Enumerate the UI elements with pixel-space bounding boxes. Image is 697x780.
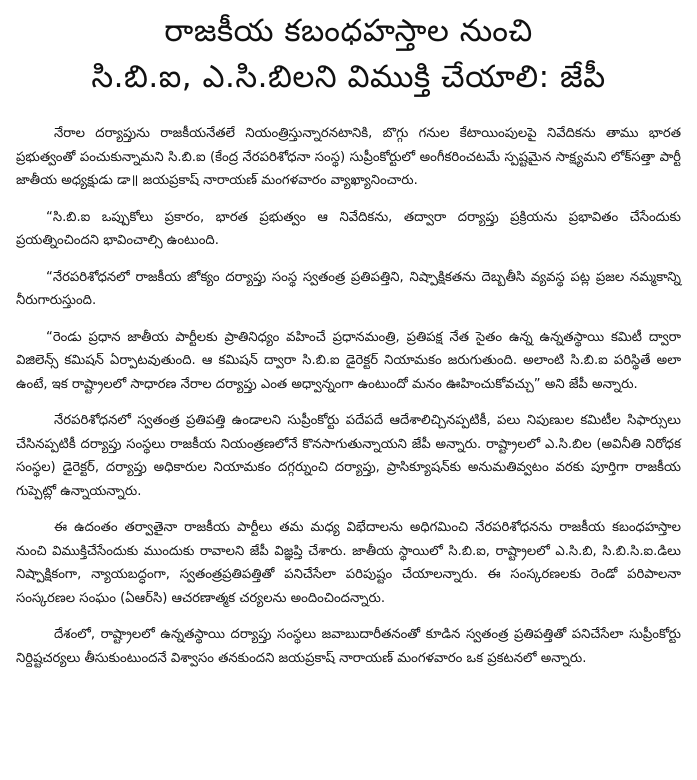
headline-line-1: రాజకీయ కబంధహస్తాల నుంచి: [164, 13, 533, 49]
article-body: [16, 122, 681, 670]
article-headline: [16, 8, 681, 100]
headline-line-2: సి.బి.ఐ, ఎ.సి.బిలని విముక్తి చేయాలి: జేపీ: [91, 59, 606, 95]
article-paragraph-2: “సి.బి.ఐ ఒప్పుకోలు ప్రకారం, భారత ప్రభుత్వం ఆ నివేదికను, తద్వారా దర్యాప్తు ప్రక్రియను ప్రభావితం చేసేందుకు ప్రయత్నించిందని భావించాల్సి ఉంటుంది.: [16, 209, 681, 248]
article-paragraph-4: “రెండు ప్రధాన జాతీయ పార్టీలకు ప్రాతినిధ్యం వహించే ప్రధానమంత్రి, ప్రతిపక్ష నేత సైతం ఉన్న ఉన్నతస్థాయి కమిటీ ద్వారా విజిలెన్స్ కమిషన్ ఏర్పాటవుతుంది. ఆ కమిషన్ ద్వారా సి.బి.ఐ డైరెక్టర్ నియామకం జరుగుతుంది. అలాంటి సి.బి.ఐ పరిస్థితే అలా ఉంటే, ఇక రాష్ట్రాలలో సాధారణ నేరాల దర్యాప్తు ఎంత అధ్వాన్నంగా ఉంటుందో మనం ఊహించుకోవచ్చు” అని జేపీ అన్నారు.: [16, 329, 681, 392]
article-paragraph-1: నేరాల దర్యాప్తును రాజకీయనేతలే నియంత్రిస్తున్నారనటానికి, బొగ్గు గనుల కేటాయింపులపై నివేదికను తాము భారత ప్రభుత్వంతో పంచుకున్నామని సి.బి.ఐ (కేంద్ర నేరపరిశోధనా సంస్థ) సుప్రీంకోర్టులో అంగీకరించటమే స్పష్టమైన సాక్ష్యమని లోక్‌సత్తా పార్టీ జాతీయ అధ్యక్షుడు డా॥ జయప్రకాష్ నారాయణ్ మంగళవారం వ్యాఖ్యానించారు.: [16, 126, 681, 188]
article-paragraph-5: నేరపరిశోధనలో స్వతంత్ర ప్రతిపత్తి ఉండాలని సుప్రీంకోర్టు పదేపదే ఆదేశాలిచ్చినప్పటికీ, పలు నిపుణుల కమిటీల సిఫార్సులు చేసినప్పటికీ దర్యాప్తు సంస్థలు రాజకీయ నియంత్రణలోనే కొనసాగుతున్నాయని జేపీ అన్నారు. రాష్ట్రాలలో ఎ.సి.బిల (అవినీతి నిరోధక సంస్థల) డైరెక్టర్, దర్యాప్తు అధికారుల నియామకం దగ్గర్నుంచి దర్యాప్తు, ప్రాసిక్యూషన్‌కు అనుమతివ్వటం వరకు పూర్తిగా రాజకీయ గుప్పెట్లో ఉన్నాయన్నారు.: [16, 413, 681, 499]
article-paragraph-7: దేశంలో, రాష్ట్రాలలో ఉన్నతస్థాయి దర్యాప్తు సంస్థలు జవాబుదారీతనంతో కూడిన స్వతంత్ర ప్రతిపత్తితో పనిచేసేలా సుప్రీంకోర్టు నిర్దిష్టచర్యలు తీసుకుంటుందనే విశ్వాసం తనకుందని జయప్రకాష్ నారాయణ్ మంగళవారం ఒక ప్రకటనలో అన్నారు.: [16, 627, 681, 666]
article-paragraph-6: ఈ ఉదంతం తర్వాతైనా రాజకీయ పార్టీలు తమ మధ్య విభేదాలను అధిగమించి నేరపరిశోధనను రాజకీయ కబంధహస్తాల నుంచి విముక్తిచేసేందుకు ముందుకు రావాలని జేపీ విజ్ఞప్తి చేశారు. జాతీయ స్థాయిలో సి.బి.ఐ, రాష్ట్రాలలో ఎ.సి.బి, సి.బి.సి.ఐ.డిలు నిష్పాక్షికంగా, న్యాయబద్ధంగా, స్వతంత్రప్రతిపత్తితో పనిచేసేలా పరిపుష్టం చేయాలన్నారు. ఈ సంస్కరణలకు రెండో పరిపాలనా సంస్కరణల సంఘం (ఏఆర్‌సి) ఆచరణాత్మక చర్యలను అందించిందన్నారు.: [16, 520, 681, 606]
article-paragraph-3: “నేరపరిశోధనలో రాజకీయ జోక్యం దర్యాప్తు సంస్థ స్వతంత్ర ప్రతిపత్తిని, నిష్పాక్షికతను దెబ్బతీసి వ్యవస్థ పట్ల ప్రజల నమ్మకాన్ని నీరుగారుస్తుంది.: [16, 269, 681, 308]
